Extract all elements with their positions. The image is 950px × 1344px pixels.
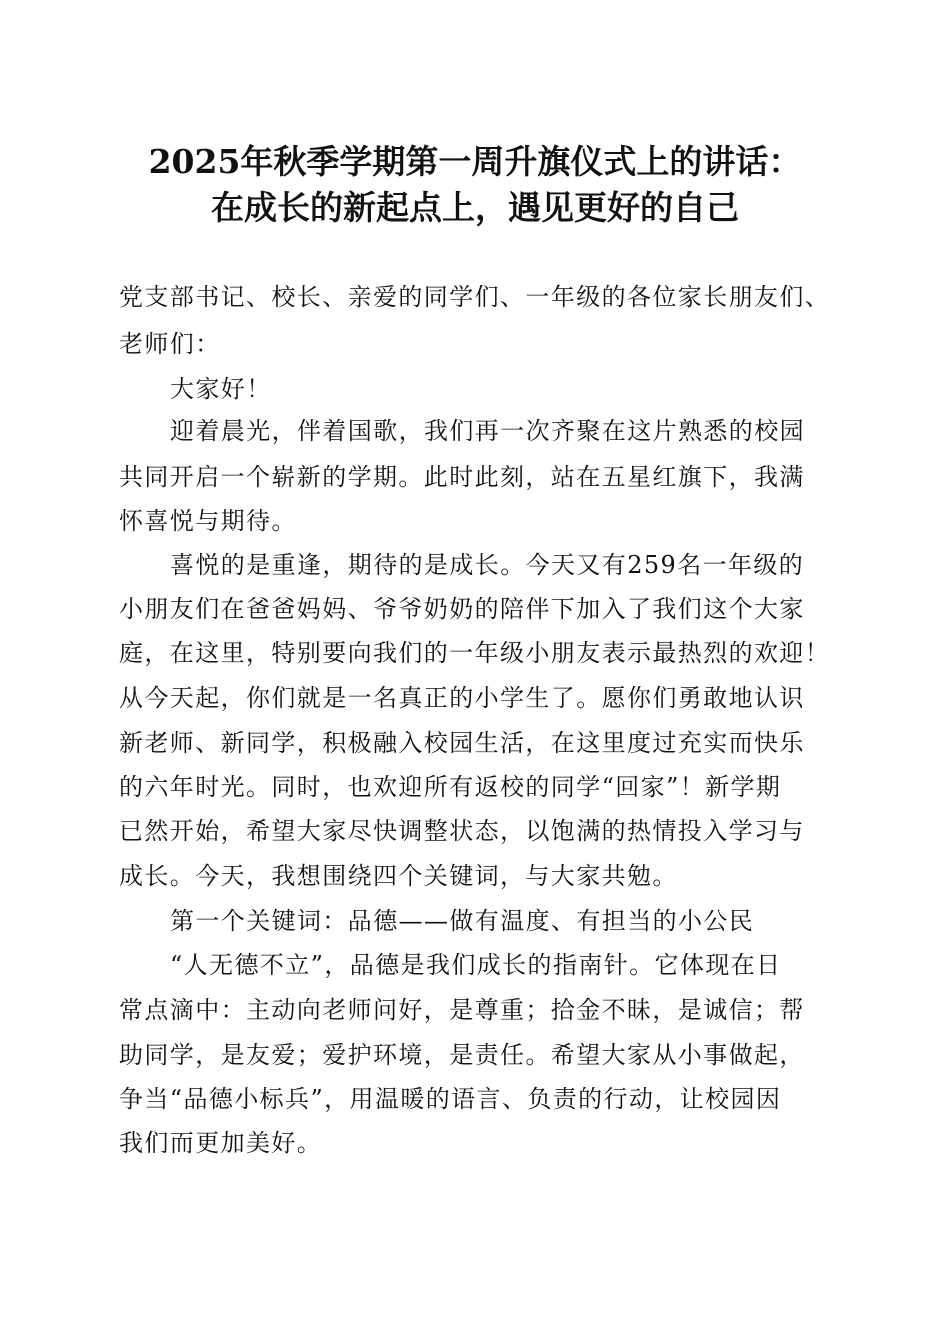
paragraph-2-line-1: 喜悦的是重逢，期待的是成长。今天又有259名一年级的 <box>170 551 805 579</box>
paragraph-3-line-1: “人无德不立”，品德是我们成长的指南针。它体现在日 <box>170 951 782 979</box>
keyword-heading-1: 第一个关键词：品德——做有温度、有担当的小公民 <box>170 907 755 935</box>
paragraph-2-line-7: 已然开始，希望大家尽快调整状态，以饱满的热情投入学习与 <box>119 817 805 845</box>
greeting-line: 大家好！ <box>170 375 272 403</box>
paragraph-2-line-6: 的六年时光。同时，也欢迎所有返校的同学“回家”！新学期 <box>119 773 782 801</box>
paragraph-3-line-5: 我们而更加美好。 <box>119 1129 323 1157</box>
document-title-line-1: 2025年秋季学期第一周升旗仪式上的讲话： <box>148 142 802 181</box>
paragraph-2-line-4: 从今天起，你们就是一名真正的小学生了。愿你们勇敢地认识 <box>119 684 805 712</box>
salutation-line-1: 党支部书记、校长、亲爱的同学们、一年级的各位家长朋友们、 <box>119 283 831 311</box>
paragraph-1-line-1: 迎着晨光，伴着国歌，我们再一次齐聚在这片熟悉的校园 <box>170 417 805 445</box>
paragraph-1-line-2: 共同开启一个崭新的学期。此时此刻，站在五星红旗下，我满 <box>119 463 805 491</box>
paragraph-2-line-5: 新老师、新同学，积极融入校园生活，在这里度过充实而快乐 <box>119 729 805 757</box>
document-title-line-2: 在成长的新起点上，遇见更好的自己 <box>211 188 739 227</box>
paragraph-3-line-3: 助同学，是友爱；爱护环境，是责任。希望大家从小事做起， <box>119 1041 805 1069</box>
paragraph-3-line-2: 常点滴中：主动向老师问好，是尊重；拾金不昧，是诚信；帮 <box>119 996 805 1024</box>
paragraph-3-line-4: 争当“品德小标兵”，用温暖的语言、负责的行动，让校园因 <box>119 1085 782 1113</box>
paragraph-1-line-3: 怀喜悦与期待。 <box>119 507 297 535</box>
salutation-line-2: 老师们： <box>119 330 221 358</box>
paragraph-2-line-8: 成长。今天，我想围绕四个关键词，与大家共勉。 <box>119 862 678 890</box>
paragraph-2-line-3: 庭，在这里，特别要向我们的一年级小朋友表示最热烈的欢迎！ <box>119 639 831 667</box>
paragraph-2-line-2: 小朋友们在爸爸妈妈、爷爷奶奶的陪伴下加入了我们这个大家 <box>119 595 805 623</box>
